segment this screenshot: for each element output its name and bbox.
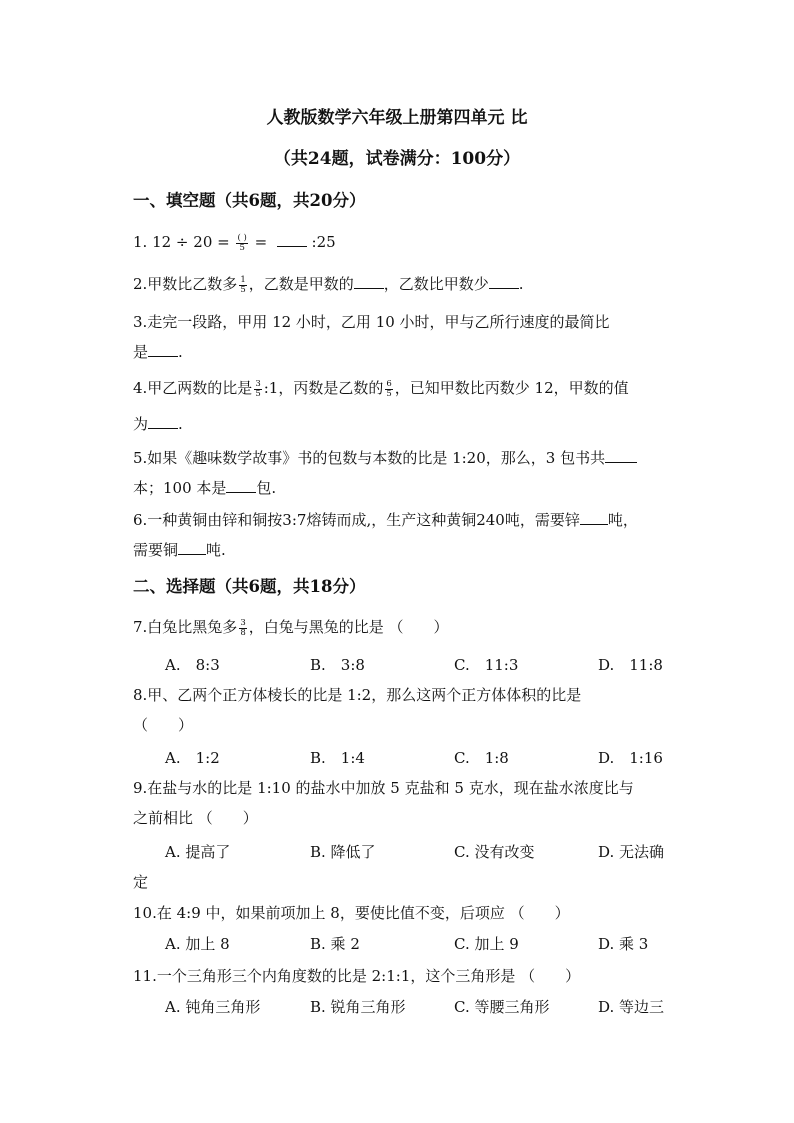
question-5-line-1: 5.如果《趣味数学故事》书的包数与本数的比是 1:20，那么，3 包书共 bbox=[133, 448, 637, 468]
option-d[interactable]: D. 乘 3 bbox=[598, 935, 649, 953]
option-b[interactable]: B. 乘 2 bbox=[310, 935, 360, 953]
question-3-line-1: 3.走完一段路，甲用 12 小时，乙用 10 小时，甲与乙所行速度的最简比 bbox=[133, 313, 610, 331]
option-d[interactable]: D. 无法确 bbox=[598, 843, 665, 861]
question-7: 7.白兔比黑兔多 $\frac{3}{8}$ ，白兔与黑兔的比是 （ ） bbox=[133, 617, 449, 638]
option-a[interactable]: A. 提高了 bbox=[165, 843, 231, 861]
answer-blank[interactable] bbox=[148, 342, 178, 357]
page-title: 人教版数学六年级上册第四单元 比 bbox=[266, 108, 528, 128]
option-c[interactable]: C. 没有改变 bbox=[454, 843, 535, 861]
option-b[interactable]: B. 3:8 bbox=[310, 656, 365, 674]
question-10: 10.在 4:9 中，如果前项加上 8，要使比值不变，后项应 （ ） bbox=[133, 904, 570, 922]
option-a[interactable]: A. 加上 8 bbox=[165, 935, 230, 953]
option-c[interactable]: C. 11:3 bbox=[454, 656, 519, 674]
option-d[interactable]: D. 11:8 bbox=[598, 656, 663, 674]
fraction: $\frac{( )}{5}$ bbox=[237, 232, 247, 253]
answer-blank[interactable] bbox=[178, 540, 206, 555]
fraction: $\frac{6}{5}$ bbox=[386, 378, 392, 399]
option-d-wrap: 定 bbox=[133, 873, 149, 891]
answer-blank[interactable] bbox=[277, 232, 307, 247]
fraction: $\frac{1}{5}$ bbox=[240, 274, 246, 295]
option-b[interactable]: B. 锐角三角形 bbox=[310, 998, 406, 1016]
answer-blank[interactable] bbox=[354, 274, 384, 289]
question-5-line-2: 本；100 本是 包. bbox=[133, 479, 277, 497]
question-3-line-2: 是 . bbox=[133, 343, 183, 361]
answer-blank[interactable] bbox=[489, 274, 519, 289]
answer-blank[interactable] bbox=[580, 510, 608, 525]
question-8-line-2: （ ） bbox=[133, 716, 194, 734]
option-c[interactable]: C. 加上 9 bbox=[454, 935, 519, 953]
answer-blank[interactable] bbox=[226, 478, 256, 493]
option-d[interactable]: D. 1:16 bbox=[598, 749, 663, 767]
section-2-heading: 二、选择题（共6题，共18分） bbox=[133, 577, 366, 596]
question-8-line-1: 8.甲、乙两个正方体棱长的比是 1:2，那么这两个正方体体积的比是 bbox=[133, 686, 582, 704]
option-a[interactable]: A. 8:3 bbox=[165, 656, 220, 674]
option-b[interactable]: B. 1:4 bbox=[310, 749, 365, 767]
fraction: $\frac{3}{5}$ bbox=[255, 378, 261, 399]
question-6-line-1: 6.一种黄铜由锌和铜按3:7熔铸而成,，生产这种黄铜240吨，需要锌 吨， bbox=[133, 511, 638, 529]
option-d[interactable]: D. 等边三 bbox=[598, 998, 665, 1016]
answer-blank[interactable] bbox=[605, 448, 637, 463]
option-a[interactable]: A. 1:2 bbox=[165, 749, 220, 767]
option-c[interactable]: C. 等腰三角形 bbox=[454, 998, 550, 1016]
option-c[interactable]: C. 1:8 bbox=[454, 749, 509, 767]
section-1-heading: 一、填空题（共6题，共20分） bbox=[133, 191, 366, 210]
question-11: 11.一个三角形三个内角度数的比是 2:1:1，这个三角形是 （ ） bbox=[133, 967, 581, 985]
question-2: 2.甲数比乙数多 $\frac{1}{5}$ ，乙数是甲数的 ，乙数比甲数少 . bbox=[133, 274, 524, 295]
question-9-line-2: 之前相比 （ ） bbox=[133, 809, 258, 827]
answer-blank[interactable] bbox=[148, 414, 178, 429]
question-4-line-1: 4.甲乙两数的比是 $\frac{3}{5}$ :1，丙数是乙数的 $\frac{6}{5}$ ，已知甲数比丙数少 12，甲数的值 bbox=[133, 378, 629, 399]
fraction: $\frac{3}{8}$ bbox=[240, 617, 246, 638]
question-6-line-2: 需要铜 吨. bbox=[133, 541, 226, 559]
option-b[interactable]: B. 降低了 bbox=[310, 843, 376, 861]
question-1: 1. 12 ÷ 20 = $\frac{( )}{5}$ = :25 bbox=[133, 232, 336, 253]
question-9-line-1: 9.在盐与水的比是 1:10 的盐水中加放 5 克盐和 5 克水，现在盐水浓度比与 bbox=[133, 779, 634, 797]
option-a[interactable]: A. 钝角三角形 bbox=[165, 998, 261, 1016]
page-subtitle: （共24题，试卷满分：100分） bbox=[273, 149, 521, 169]
question-4-line-2: 为 . bbox=[133, 415, 183, 433]
